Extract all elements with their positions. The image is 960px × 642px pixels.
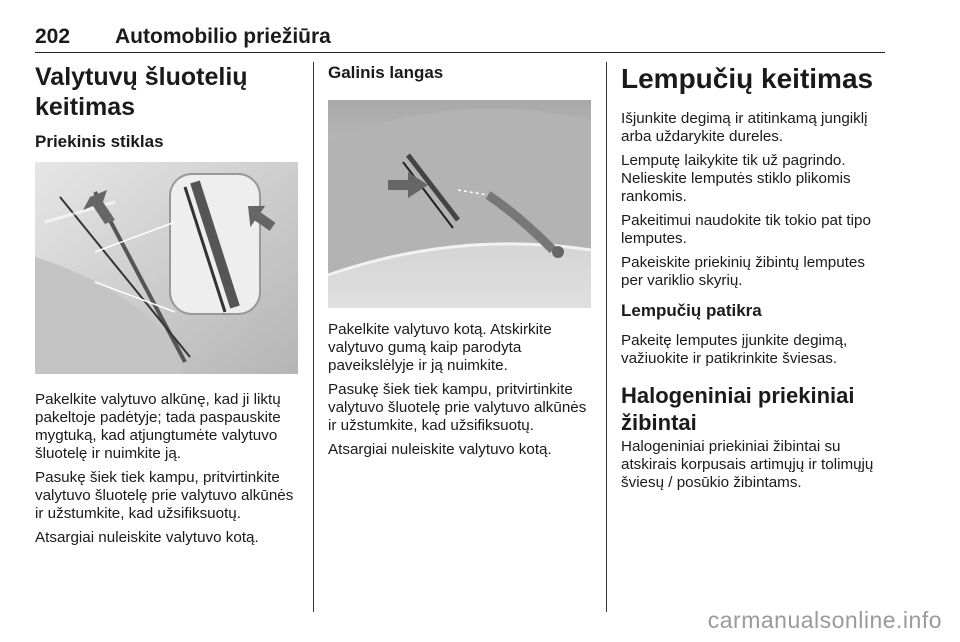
halogen-text: Halogeniniai priekiniai žibintai su atskirais korpusais artimųjų ir tolimųjų šviesų / posūkio žibintams. — [621, 438, 874, 491]
rear-step-3: Atsargiai nuleiskite valytuvo kotą. — [328, 441, 552, 458]
subsection-rear-window: Galinis langas — [328, 63, 444, 82]
front-step-2: Pasukę šiek tiek kampu, pritvirtinkite valytuvo šluotelę prie valytuvo alkūnės ir užstumkite, kad užsifiksuotų. — [35, 469, 294, 522]
column-wiper-front — [35, 62, 298, 547]
page-header — [35, 22, 885, 53]
column-bulb-replacement — [621, 62, 889, 492]
page-number: 202 — [35, 25, 71, 48]
subsection-bulb-check: Lempučių patikra — [621, 301, 762, 320]
front-step-1: Pakelkite valytuvo alkūnę, kad ji liktų pakeltoje padėtyje; tada paspauskite mygtuką, kad atjungtumėte valytuvo šluotelę ir nuimkite ją. — [35, 391, 281, 462]
column-divider-1 — [313, 62, 314, 612]
rear-step-1: Pakelkite valytuvo kotą. Atskirkite valytuvo gumą kaip parodyta paveikslėlyje ir ją nuimkite. — [328, 321, 552, 374]
bulb-intro-2: Lemputę laikykite tik už pagrindo. Nelieskite lemputės stiklo plikomis rankomis. — [621, 152, 851, 205]
section-title-bulbs: Lempučių keitimas — [621, 63, 874, 94]
bulb-intro-3: Pakeitimui naudokite tik tokio pat tipo lemputes. — [621, 212, 871, 247]
rear-wiper-illustration — [328, 100, 591, 308]
subsection-halogen-headlights: Halogeniniai priekiniai žibintai — [621, 383, 855, 435]
column-wiper-rear — [328, 62, 591, 459]
bulb-intro-1: Išjunkite degimą ir atitinkamą jungiklį arba uždarykite dureles. — [621, 110, 868, 145]
front-step-3: Atsargiai nuleiskite valytuvo kotą. — [35, 529, 259, 546]
column-divider-2 — [606, 62, 607, 612]
running-title: Automobilio priežiūra — [115, 25, 331, 48]
watermark: carmanualsonline.info — [707, 607, 942, 633]
section-title-wiper: Valytuvų šluotelių keitimas — [35, 63, 248, 121]
rear-step-2: Pasukę šiek tiek kampu, pritvirtinkite valytuvo šluotelę prie valytuvo alkūnės ir užstumkite, kad užsifiksuotų. — [328, 381, 587, 434]
subsection-front-windscreen: Priekinis stiklas — [35, 132, 164, 151]
bulb-intro-4: Pakeiskite priekinių žibintų lemputes per variklio skyrių. — [621, 254, 865, 289]
bulb-check-text: Pakeitę lemputes įjunkite degimą, važiuokite ir patikrinkite šviesas. — [621, 332, 848, 367]
front-wiper-illustration — [35, 162, 298, 374]
